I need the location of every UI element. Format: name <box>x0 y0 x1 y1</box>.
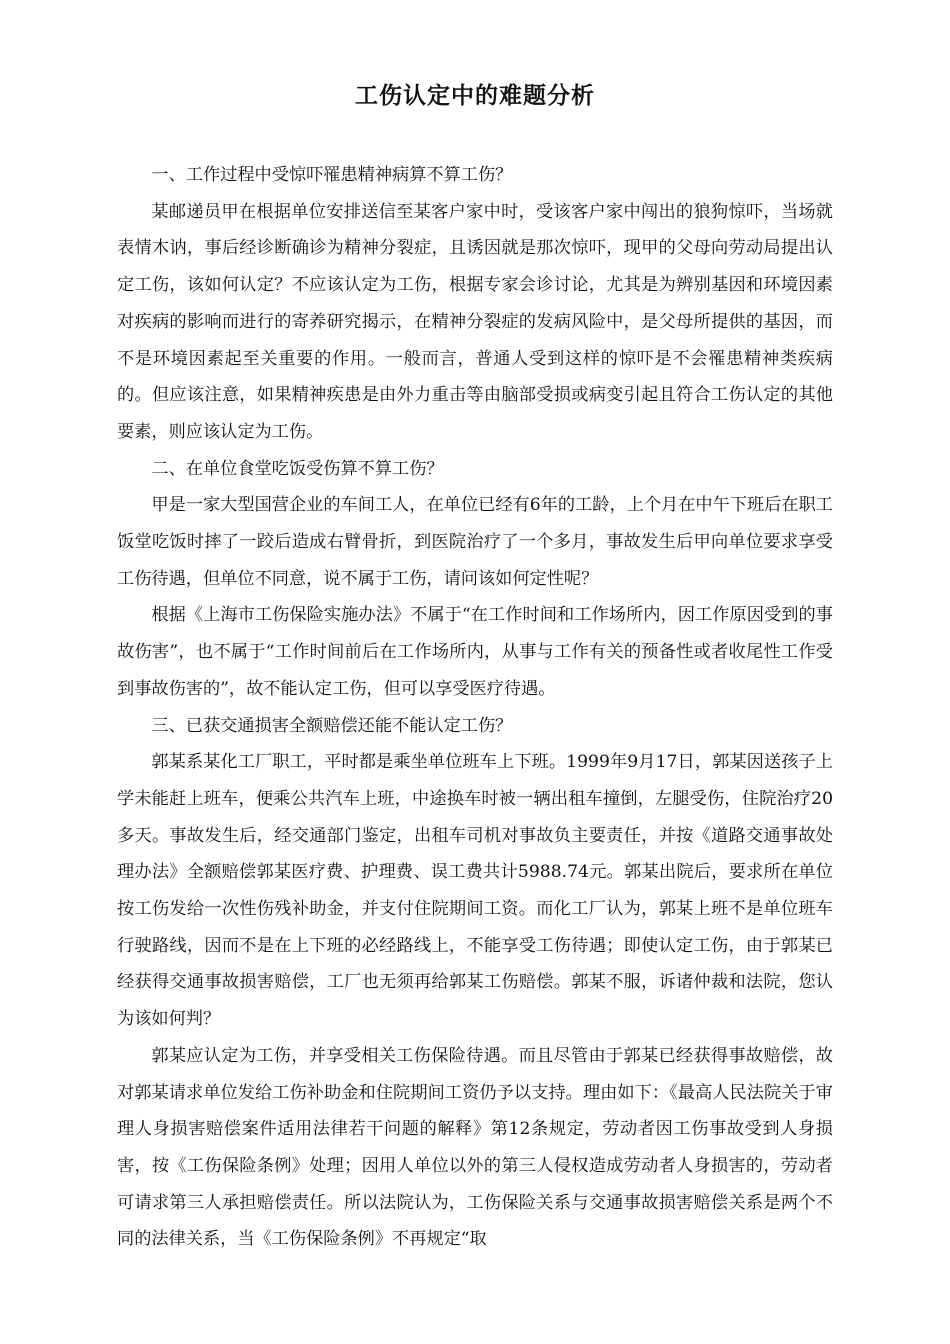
paragraph: 某邮递员甲在根据单位安排送信至某客户家中时，受该客户家中闯出的狼狗惊吓，当场就表情木讷，事后经诊断确诊为精神分裂症，且诱因就是那次惊吓，现甲的父母向劳动局提出认定工伤，该如何认定？不应该认定为工伤，根据专家会诊讨论，尤其是为辨别基因和环境因素对疾病的影响而进行的寄养研究揭示，在精神分裂症的发病风险中，是父母所提供的基因，而不是环境因素起至关重要的作用。一般而言，普通人受到这样的惊吓是不会罹患精神类疾病的。但应该注意，如果精神疾患是由外力重击等由脑部受损或病变引起且符合工伤认定的其他要素，则应该认定为工伤。 <box>117 201 833 442</box>
document-title: 工伤认定中的难题分析 <box>355 83 595 109</box>
section-heading-3: 三、已获交通损害全额赔偿还能不能认定工伤？ <box>151 715 513 736</box>
section-heading-2: 二、在单位食堂吃饭受伤算不算工伤？ <box>151 458 444 479</box>
document-body <box>117 157 833 1258</box>
section-heading-1: 一、工作过程中受惊吓罹患精神病算不算工伤？ <box>151 165 513 185</box>
paragraph: 根据《上海市工伤保险实施办法》不属于“在工作时间和工作场所内，因工作原因受到的事故伤害”，也不属于“工作时间前后在工作场所内，从事与工作有关的预备性或者收尾性工作受到事故伤害的”，故不能认定工伤，但可以享受医疗待遇。 <box>117 605 833 699</box>
paragraph: 郭某应认定为工伤，并享受相关工伤保险待遇。而且尽管由于郭某已经获得事故赔偿，故对郭某请求单位发给工伤补助金和住院期间工资仍予以支持。理由如下：《最高人民法院关于审理人身损害赔偿案件适用法律若干问题的解释》第12条规定，劳动者因工伤事故受到人身损害，按《工伤保险条例》处理；因用人单位以外的第三人侵权造成劳动者人身损害的，劳动者可请求第三人承担赔偿责任。所以法院认为，工伤保险关系与交通事故损害赔偿关系是两个不同的法律关系，当《工伤保险条例》不再规定“取 <box>117 1045 833 1250</box>
paragraph: 甲是一家大型国营企业的车间工人，在单位已经有6年的工龄，上个月在中午下班后在职工饭堂吃饭时摔了一跤后造成右臂骨折，到医院治疗了一个多月，事故发生后甲向单位要求享受工伤待遇，但单位不同意，说不属于工伤，请问该如何定性呢？ <box>117 495 833 589</box>
paragraph: 郭某系某化工厂职工，平时都是乘坐单位班车上下班。1999年9月17日，郭某因送孩子上学未能赶上班车，便乘公共汽车上班，中途换车时被一辆出租车撞倒，左腿受伤，住院治疗20多天。事故发生后，经交通部门鉴定，出租车司机对事故负主要责任，并按《道路交通事故处理办法》全额赔偿郭某医疗费、护理费、误工费共计5988.74元。郭某出院后，要求所在单位按工伤发给一次性伤残补助金，并支付住院期间工资。而化工厂认为，郭某上班不是单位班车行驶路线，因而不是在上下班的必经路线上，不能享受工伤待遇；即使认定工伤，由于郭某已经获得交通事故损害赔偿，工厂也无须再给郭某工伤赔偿。郭某不服，诉诸仲裁和法院，您认为该如何判？ <box>117 752 833 1030</box>
